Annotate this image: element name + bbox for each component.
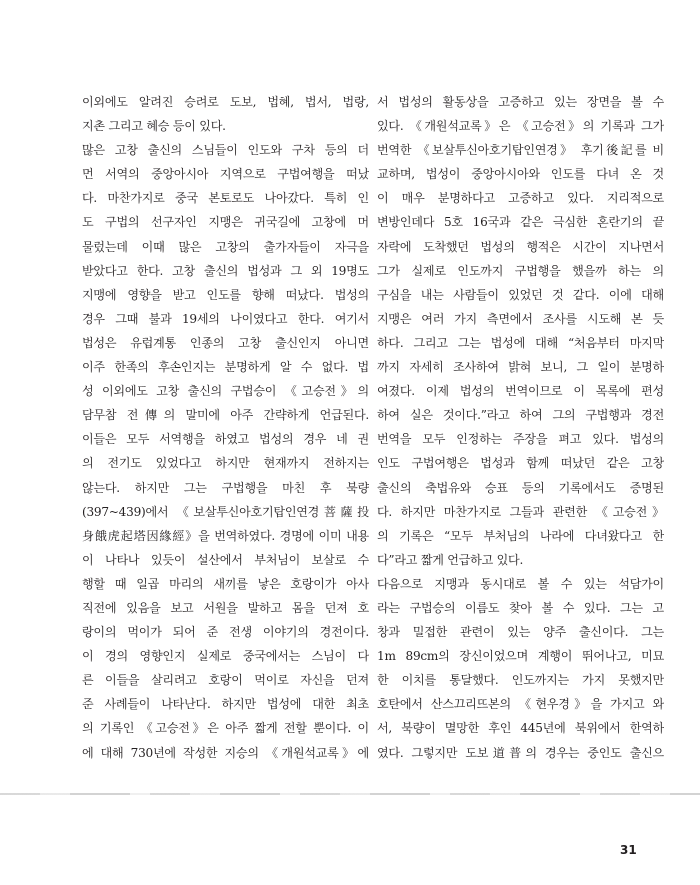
text-line: 身餓虎起塔因緣經》을 번역하였다. 경명에 이미 내용 bbox=[82, 528, 369, 543]
text-line: 다”라고 짧게 언급하고 있다. bbox=[377, 552, 524, 567]
text-line: 도 구법의 선구자인 지맹은 귀국길에 고창에 머 bbox=[82, 215, 369, 230]
text-line: 라는 구법승의 이름도 찾아 볼 수 있다. 그는 고 bbox=[377, 600, 664, 615]
text-line: 여졌다. 이제 법성의 번역이므로 이 목록에 편성 bbox=[377, 384, 664, 399]
text-line: 성 이외에도 고창 출신의 구법승이 《고승전》의 bbox=[82, 384, 369, 399]
text-line: 자락에 도착했던 법성의 행적은 시간이 지나면서 bbox=[377, 239, 664, 254]
text-line: 의 기록은 “모두 부처님의 나라에 다녀왔다고 한 bbox=[377, 528, 664, 543]
text-line: 있다. 《개원석교록》은 《고승전》의 기록과 그가 bbox=[377, 119, 664, 134]
text-line: 지맹에 영향을 받고 인도를 향해 떠났다. 법성의 bbox=[82, 287, 369, 302]
text-line: 1m 89cm의 장신이었으며 계행이 뛰어나고, 미묘 bbox=[377, 649, 664, 664]
text-line: 지촌 그리고 혜승 등이 있다. bbox=[82, 119, 226, 134]
text-line: 다. 마찬가지로 중국 본토로도 나아갔다. 특히 인 bbox=[82, 191, 369, 206]
text-line: 지맹은 여러 가지 측면에서 조사를 시도해 본 듯 bbox=[377, 311, 664, 326]
text-line: 하여 실은 것이다.”라고 하여 그의 구법행과 경전 bbox=[377, 408, 664, 423]
text-line: 물렀는데 이때 많은 고창의 출가자들이 자극을 bbox=[82, 239, 369, 254]
text-line: 한 이치를 통달했다. 인도까지는 가지 못했지만 bbox=[377, 673, 664, 688]
text-line: 인도 구법여행은 법성과 함께 떠났던 같은 고창 bbox=[377, 456, 664, 471]
text-line: 행할 때 일곱 마리의 새끼를 낳은 호랑이가 아사 bbox=[82, 576, 369, 591]
text-line: 않는다. 하지만 그는 구법행을 마친 후 북량 bbox=[82, 480, 369, 495]
text-line: 담무참 전傳의 말미에 아주 간략하게 언급된다. bbox=[82, 408, 369, 423]
text-line: 번역을 모두 인정하는 주장을 펴고 있다. 법성의 bbox=[377, 432, 664, 447]
text-line: 이 경의 영향인지 실제로 중국에서는 스님이 다 bbox=[82, 649, 369, 664]
text-line: 서, 북량이 멸망한 후인 445년에 북위에서 한역하 bbox=[377, 721, 664, 736]
text-line: 번역한 《보살투신아호기탑인연경》 후기後記를 비 bbox=[377, 143, 664, 158]
text-line: 다음으로 지맹과 동시대로 볼 수 있는 석담가이 bbox=[377, 576, 664, 591]
text-line: 이외에도 알려진 승려로 도보, 법혜, 법서, 법랑, bbox=[82, 95, 369, 109]
left-column bbox=[82, 90, 369, 765]
text-line: 이들은 모두 서역행을 하였고 법성의 경우 네 권 bbox=[82, 432, 369, 447]
text-line: 준 사례들이 나타난다. 하지만 법성에 대한 최초 bbox=[82, 697, 369, 712]
text-line: 그가 실제로 인도까지 구법행을 했을까 하는 의 bbox=[377, 263, 664, 278]
text-line: 른 이들을 살리려고 호랑이 먹이로 자신을 던져 bbox=[82, 673, 369, 688]
text-line: 받았다고 한다. 고창 출신의 법성과 그 외 19명도 bbox=[82, 263, 369, 278]
text-line: 호탄에서 산스끄리뜨본의 《현우경》을 가지고 와 bbox=[377, 697, 664, 712]
text-line: 의 전기도 있었다고 하지만 현재까지 전하지는 bbox=[82, 456, 369, 471]
text-line: 이 매우 분명하다고 고증하고 있다. 지리적으로 bbox=[377, 191, 664, 206]
text-line: 먼 서역의 중앙아시아 지역으로 구법여행을 떠났 bbox=[82, 167, 369, 182]
text-line: 직전에 있음을 보고 서원을 발하고 몸을 던져 호 bbox=[82, 600, 369, 615]
text-line: 랑이의 먹이가 되어 준 전생 이야기의 경전이다. bbox=[82, 625, 369, 640]
text-line: 창과 밀접한 관련이 있는 양주 출신이다. 그는 bbox=[377, 625, 664, 640]
text-line: 변방인데다 5호 16국과 같은 극심한 혼란기의 끝 bbox=[377, 215, 664, 230]
text-line: 교하며, 법성이 중앙아시아와 인도를 다녀 온 것 bbox=[377, 167, 664, 182]
text-line: (397~439)에서 《보살투신아호기탑인연경菩薩投 bbox=[82, 504, 369, 519]
footer-rule bbox=[0, 793, 700, 795]
text-line: 의 기록인 《고승전》은 아주 짧게 전할 뿐이다. 이 bbox=[82, 721, 369, 736]
text-line: 많은 고창 출신의 스님들이 인도와 구차 등의 더 bbox=[82, 143, 369, 158]
text-line: 이주 한족의 후손인지는 분명하게 알 수 없다. 법 bbox=[82, 360, 369, 375]
text-line: 에 대해 730년에 작성한 지승의 《개원석교록》에 bbox=[82, 745, 369, 760]
right-column bbox=[377, 90, 664, 765]
text-line: 법성은 유럽계통 인종의 고창 출신인지 아니면 bbox=[82, 335, 369, 350]
text-line: 구심을 내는 사람들이 있었던 것 같다. 이에 대해 bbox=[377, 287, 664, 302]
text-line: 까지 자세히 조사하여 밝혀 보니, 그 일이 분명하 bbox=[377, 360, 664, 375]
text-line: 출신의 축법유와 승표 등의 기록에서도 증명된 bbox=[377, 480, 664, 495]
text-line: 하다. 그리고 그는 법성에 대해 “처음부터 마지막 bbox=[377, 335, 664, 350]
text-line: 다. 하지만 마찬가지로 그들과 관련한 《고승전》 bbox=[377, 504, 664, 519]
page-number: 31 bbox=[620, 843, 637, 857]
text-line: 였다. 그렇지만 도보道普의 경우는 중인도 출신으 bbox=[377, 745, 664, 760]
text-line: 서 법성의 활동상을 고증하고 있는 장면을 볼 수 bbox=[377, 95, 664, 109]
text-line: 이 나타나 있듯이 설산에서 부처님이 보살로 수 bbox=[82, 552, 369, 567]
text-line: 경우 그때 불과 19세의 나이였다고 한다. 여기서 bbox=[82, 311, 369, 326]
